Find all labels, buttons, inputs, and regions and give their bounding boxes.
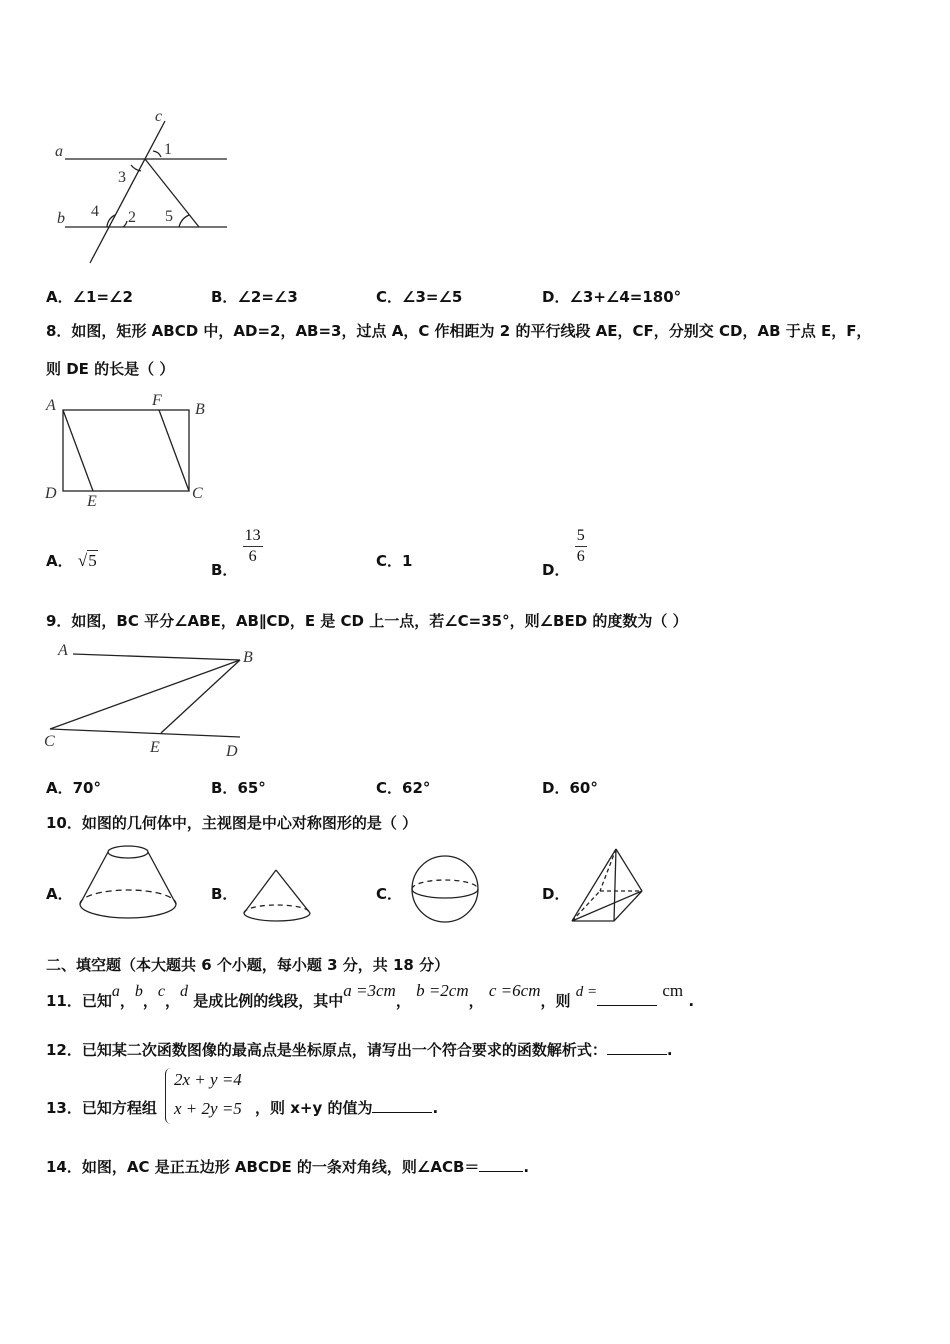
q10-option-a-label[interactable]: A． <box>46 885 73 903</box>
equation-1: 2x + y =4 <box>174 1070 242 1089</box>
label-D: D <box>226 743 238 760</box>
option-letter: B． <box>211 561 238 579</box>
q13-suffix <box>255 1097 438 1118</box>
brace-icon <box>165 1068 172 1124</box>
line-ab <box>73 654 240 660</box>
fraction <box>243 526 263 567</box>
option-letter: D． <box>542 561 570 579</box>
option-letter: C． <box>376 288 403 306</box>
q11-prefix: 11．已知 <box>46 992 112 1010</box>
option-text: 60° <box>569 779 598 797</box>
option-text: 70° <box>72 779 101 797</box>
segment-ae <box>63 410 93 491</box>
var-b: b <box>134 983 143 1000</box>
eq-a: a =3cm <box>343 981 396 1000</box>
answer-blank[interactable] <box>479 1171 523 1172</box>
q7-figure <box>45 105 245 275</box>
angle-5-label: 5 <box>165 208 173 225</box>
eq-d: d = <box>575 984 598 1000</box>
q9-option-c[interactable] <box>376 777 430 798</box>
option-text: ∠3+∠4=180° <box>569 288 682 306</box>
segment-be <box>161 660 240 733</box>
denominator: 6 <box>248 548 257 565</box>
label-A: A <box>46 397 56 414</box>
answer-blank[interactable] <box>597 1005 657 1006</box>
q14-text: 14．如图，AC 是正五边形 ABCDE 的一条对角线，则∠ACB＝ <box>46 1158 480 1176</box>
label-C: C <box>192 485 203 502</box>
pyramid-icon <box>568 845 648 925</box>
q14-stem <box>46 1156 529 1177</box>
q10-stem: 10．如图的几何体中，主视图是中心对称图形的是（ ） <box>46 814 418 832</box>
unit: cm <box>662 981 684 1000</box>
answer-blank[interactable] <box>607 1054 667 1055</box>
section-2-title: 二、填空题（本大题共 6 个小题，每小题 3 分，共 18 分） <box>46 956 450 974</box>
q7-option-d[interactable] <box>542 286 681 307</box>
q7-option-c[interactable] <box>376 286 462 307</box>
label-C: C <box>44 733 55 750</box>
line-cd <box>50 729 240 737</box>
option-text: ∠2=∠3 <box>237 288 298 306</box>
cone-icon <box>240 865 315 925</box>
q11-stem <box>46 983 694 1020</box>
option-letter: A． <box>46 552 73 570</box>
option-text: 62° <box>402 779 431 797</box>
q12-stem <box>46 1039 673 1060</box>
q10-option-d-label[interactable]: D． <box>542 885 570 903</box>
comma: ， <box>468 992 484 1010</box>
period: . <box>666 1041 673 1059</box>
option-letter: D． <box>542 288 570 306</box>
option-text: 65° <box>237 779 266 797</box>
period: . <box>688 992 695 1010</box>
label-B: B <box>195 401 205 418</box>
comma: ， <box>165 992 181 1010</box>
comma: ， <box>395 992 411 1010</box>
radicand: 5 <box>88 551 97 570</box>
q11-then: ，则 <box>540 992 571 1010</box>
numerator: 5 <box>575 526 587 547</box>
q8-option-d[interactable] <box>542 526 587 579</box>
option-letter: B． <box>211 779 238 797</box>
q8-stem-line2: 则 DE 的长是（ ） <box>46 360 175 378</box>
label-F: F <box>152 392 162 409</box>
q8-option-a[interactable] <box>46 550 98 571</box>
option-text: ∠3=∠5 <box>402 288 463 306</box>
option-text: ∠1=∠2 <box>72 288 133 306</box>
var-c: c <box>157 983 166 1000</box>
q11-mid: 是成比例的线段，其中 <box>193 992 344 1010</box>
angle-2-label: 2 <box>128 209 136 226</box>
period: . <box>523 1158 530 1176</box>
q7-option-a[interactable] <box>46 286 133 307</box>
option-letter: D． <box>542 779 570 797</box>
option-letter: B． <box>211 288 238 306</box>
label-b: b <box>57 210 65 227</box>
var-d: d <box>180 983 189 1000</box>
angle-3-label: 3 <box>118 169 126 186</box>
q8-option-c[interactable] <box>376 550 412 571</box>
q7-option-b[interactable] <box>211 286 298 307</box>
q9-figure <box>40 640 265 765</box>
label-c: c <box>155 108 163 125</box>
sqrt-icon: √5 <box>77 551 97 570</box>
q9-option-b[interactable] <box>211 777 266 798</box>
eq-c: c =6cm <box>488 981 541 1000</box>
q13-prefix: 13．已知方程组 <box>46 1099 157 1117</box>
eq-b: b =2cm <box>416 981 469 1000</box>
period: . <box>432 1099 439 1117</box>
label-B: B <box>243 649 253 666</box>
comma: ， <box>119 992 135 1010</box>
equation-2: x + 2y =5 <box>174 1099 242 1118</box>
sphere-icon <box>408 853 484 925</box>
fraction <box>575 526 587 567</box>
label-D: D <box>45 485 57 502</box>
label-A: A <box>58 642 68 659</box>
q8-option-b[interactable] <box>211 526 263 579</box>
denominator: 6 <box>576 548 585 565</box>
line-c <box>90 121 165 263</box>
label-E: E <box>87 493 97 510</box>
q8-figure <box>40 390 215 515</box>
var-a: a <box>111 983 120 1000</box>
angle-1-label: 1 <box>164 141 172 158</box>
angle-4-label: 4 <box>91 203 99 220</box>
option-letter: A． <box>46 779 73 797</box>
q10-option-b-label[interactable]: B． <box>211 885 238 903</box>
segment-bc <box>50 660 240 729</box>
option-letter: C． <box>376 779 403 797</box>
label-E: E <box>150 739 160 756</box>
option-letter: A． <box>46 288 73 306</box>
q8-stem-line1: 8．如图，矩形 ABCD 中，AD=2，AB=3，过点 A，C 作相距为 2 的平行线段 AE，CF，分别交 CD，AB 于点 E，F， <box>46 322 872 340</box>
q9-option-d[interactable] <box>542 777 598 798</box>
numerator: 13 <box>243 526 263 547</box>
rectangle-abcd <box>63 410 189 491</box>
label-a: a <box>55 143 63 160</box>
option-letter: C． <box>376 552 403 570</box>
q12-text: 12．已知某二次函数图像的最高点是坐标原点，请写出一个符合要求的函数解析式： <box>46 1041 607 1059</box>
comma: ， <box>142 992 158 1010</box>
answer-blank[interactable] <box>372 1112 432 1113</box>
q13-suffix-text: ，则 x+y 的值为 <box>255 1099 373 1117</box>
q10-option-c-label[interactable]: C． <box>376 885 403 903</box>
frustum-icon <box>76 840 186 925</box>
option-text: 1 <box>402 552 413 570</box>
segment-cf <box>159 410 189 491</box>
q9-option-a[interactable] <box>46 777 101 798</box>
q9-stem: 9．如图，BC 平分∠ABE，AB∥CD，E 是 CD 上一点，若∠C=35°，则∠BED 的度数为（ ） <box>46 612 688 630</box>
